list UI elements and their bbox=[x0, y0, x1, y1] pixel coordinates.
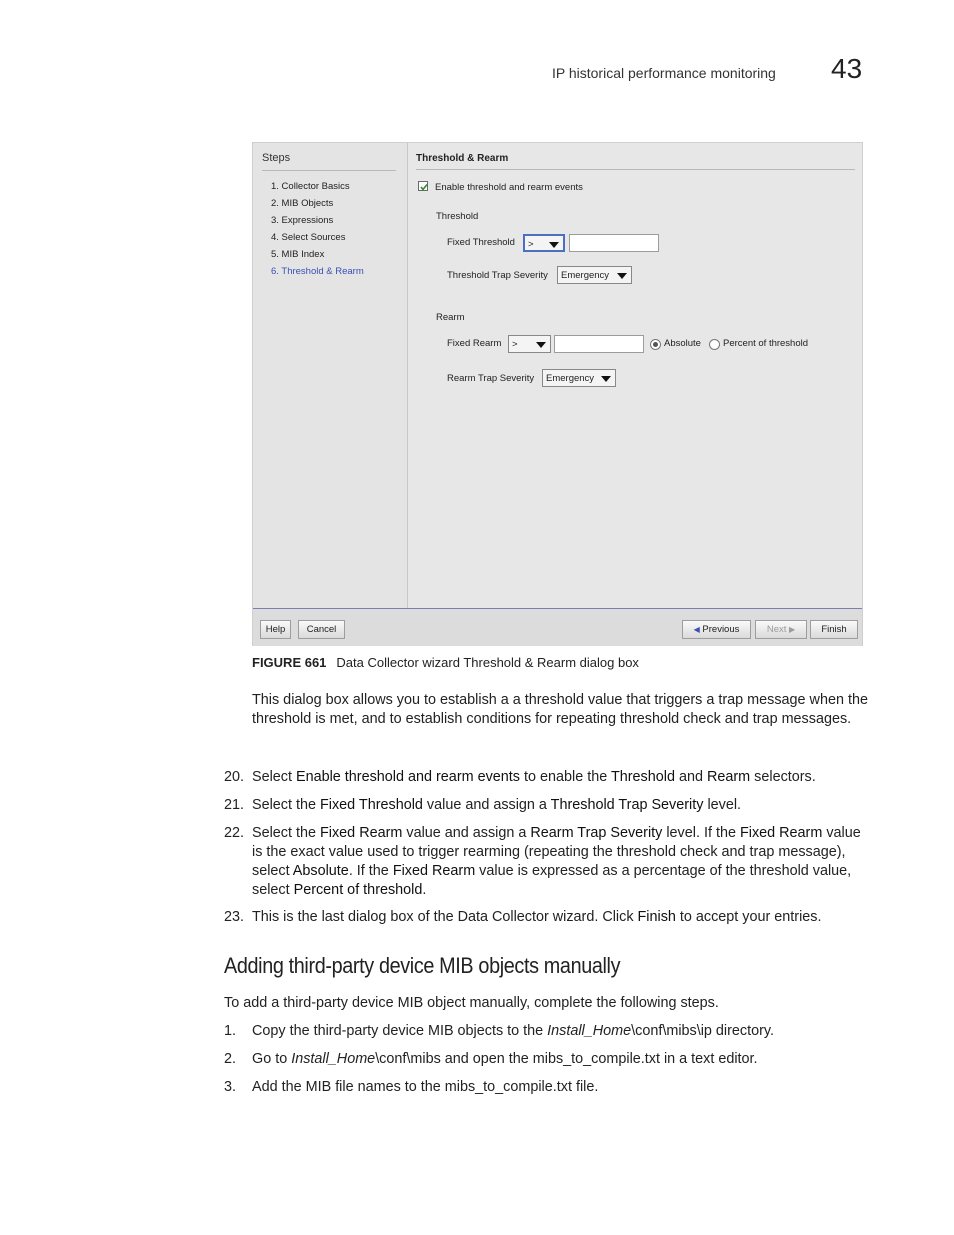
steps-divider bbox=[262, 170, 396, 171]
section-intro bbox=[224, 994, 874, 1013]
step-expressions[interactable]: 3. Expressions bbox=[271, 215, 334, 226]
fixed-rearm-label: Fixed Rearm bbox=[447, 338, 502, 349]
chevron-down-icon bbox=[601, 376, 611, 382]
steps-list bbox=[271, 180, 364, 282]
list-item-number: 20. bbox=[224, 769, 245, 785]
threshold-rearm-panel bbox=[408, 143, 862, 608]
chevron-down-icon bbox=[549, 242, 559, 248]
radio-selected-dot bbox=[653, 342, 658, 347]
list-item-number: 3. bbox=[224, 1079, 237, 1095]
step-collector-basics[interactable]: 1. Collector Basics bbox=[271, 181, 350, 192]
steps-panel bbox=[253, 143, 408, 608]
chevron-down-icon bbox=[617, 273, 627, 279]
running-header-title: IP historical performance monitoring bbox=[552, 65, 776, 81]
threshold-group-label: Threshold bbox=[436, 211, 479, 222]
threshold-trap-severity-label: Threshold Trap Severity bbox=[447, 270, 548, 281]
list-item-text: This is the last dialog box of the Data Collector wizard. Click Finish to accept your entries. bbox=[252, 909, 822, 925]
step-threshold-rearm[interactable]: 6. Threshold & Rearm bbox=[271, 266, 364, 277]
step-select-sources[interactable]: 4. Select Sources bbox=[271, 232, 346, 243]
absolute-label: Absolute bbox=[664, 338, 701, 349]
finish-button[interactable]: Finish bbox=[810, 620, 858, 639]
fixed-rearm-operator-value: > bbox=[512, 339, 518, 350]
threshold-trap-severity-select[interactable] bbox=[557, 266, 632, 284]
section-heading: Adding third-party device MIB objects manually bbox=[224, 953, 621, 978]
rearm-trap-severity-select[interactable] bbox=[542, 369, 616, 387]
arrow-right-icon: ▶ bbox=[789, 625, 796, 634]
enable-threshold-label: Enable threshold and rearm events bbox=[435, 182, 583, 193]
figure-caption bbox=[252, 655, 639, 670]
dialog-button-bar bbox=[253, 608, 862, 646]
percent-of-threshold-radio[interactable] bbox=[709, 339, 720, 350]
checkmark-icon bbox=[419, 182, 429, 192]
fixed-threshold-label: Fixed Threshold bbox=[447, 237, 515, 248]
next-button[interactable] bbox=[755, 620, 807, 639]
help-button[interactable]: Help bbox=[260, 620, 291, 639]
fixed-threshold-input[interactable] bbox=[569, 234, 659, 252]
list-item-text: Go to Install_Home\conf\mibs and open the mibs_to_compile.txt in a text editor. bbox=[252, 1051, 758, 1067]
panel-divider bbox=[416, 169, 855, 170]
chapter-number: 43 bbox=[831, 53, 863, 84]
step-mib-objects[interactable]: 2. MIB Objects bbox=[271, 198, 334, 209]
list-item-text: Copy the third-party device MIB objects to the Install_Home\conf\mibs\ip directory. bbox=[252, 1023, 775, 1039]
list-item-text: Select the Fixed Rearm value and assign a Rearm Trap Severity level. If the Fixed Rearm value is the exact value used to trigger rearming (repeating the threshold check and trap message), select Absolute. If the Fixed Rearm value is expressed as a percentage of the threshold value, select Percent of threshold. bbox=[252, 825, 861, 898]
fixed-rearm-operator-select[interactable] bbox=[508, 335, 551, 353]
step-mib-index[interactable]: 5. MIB Index bbox=[271, 249, 325, 260]
enable-threshold-checkbox[interactable] bbox=[418, 181, 428, 191]
panel-title: Threshold & Rearm bbox=[416, 153, 509, 164]
list-item-text: Select the Fixed Threshold value and assign a Threshold Trap Severity level. bbox=[252, 797, 742, 813]
fixed-threshold-operator-value: > bbox=[528, 239, 534, 250]
list-item-number: 23. bbox=[224, 909, 245, 925]
section-intro-text: To add a third-party device MIB object manually, complete the following steps. bbox=[224, 995, 719, 1011]
chevron-down-icon bbox=[536, 342, 546, 348]
threshold-trap-severity-value: Emergency bbox=[561, 270, 610, 281]
figure-number: FIGURE 661 bbox=[252, 655, 327, 670]
rearm-group-label: Rearm bbox=[436, 312, 465, 323]
next-button-label: Next bbox=[766, 624, 787, 635]
rearm-trap-severity-label: Rearm Trap Severity bbox=[447, 373, 535, 384]
steps-title: Steps bbox=[262, 152, 291, 164]
rearm-trap-severity-value: Emergency bbox=[546, 373, 595, 384]
percent-of-threshold-label: Percent of threshold bbox=[723, 338, 809, 349]
figure-caption-text: Data Collector wizard Threshold & Rearm dialog box bbox=[336, 655, 639, 670]
list-item-text: Add the MIB file names to the mibs_to_compile.txt file. bbox=[252, 1079, 599, 1095]
absolute-radio[interactable] bbox=[650, 339, 661, 350]
previous-button[interactable] bbox=[682, 620, 751, 639]
list-item-number: 1. bbox=[224, 1023, 237, 1039]
previous-button-label: Previous bbox=[702, 624, 740, 635]
list-item-text: Select Enable threshold and rearm events to enable the Threshold and Rearm selectors. bbox=[252, 769, 816, 785]
intro-paragraph: This dialog box allows you to establish a a threshold value that triggers a trap message when the threshold is met, and to establish conditions for repeating threshold check and trap messages. bbox=[252, 692, 868, 727]
arrow-left-icon: ◀ bbox=[693, 625, 700, 634]
cancel-button[interactable]: Cancel bbox=[298, 620, 345, 639]
threshold-rearm-dialog bbox=[252, 142, 863, 646]
list-item-number: 22. bbox=[224, 825, 245, 841]
fixed-rearm-input[interactable] bbox=[554, 335, 644, 353]
fixed-threshold-operator-select[interactable] bbox=[523, 234, 565, 252]
list-item-number: 21. bbox=[224, 797, 245, 813]
list-item-number: 2. bbox=[224, 1051, 237, 1067]
